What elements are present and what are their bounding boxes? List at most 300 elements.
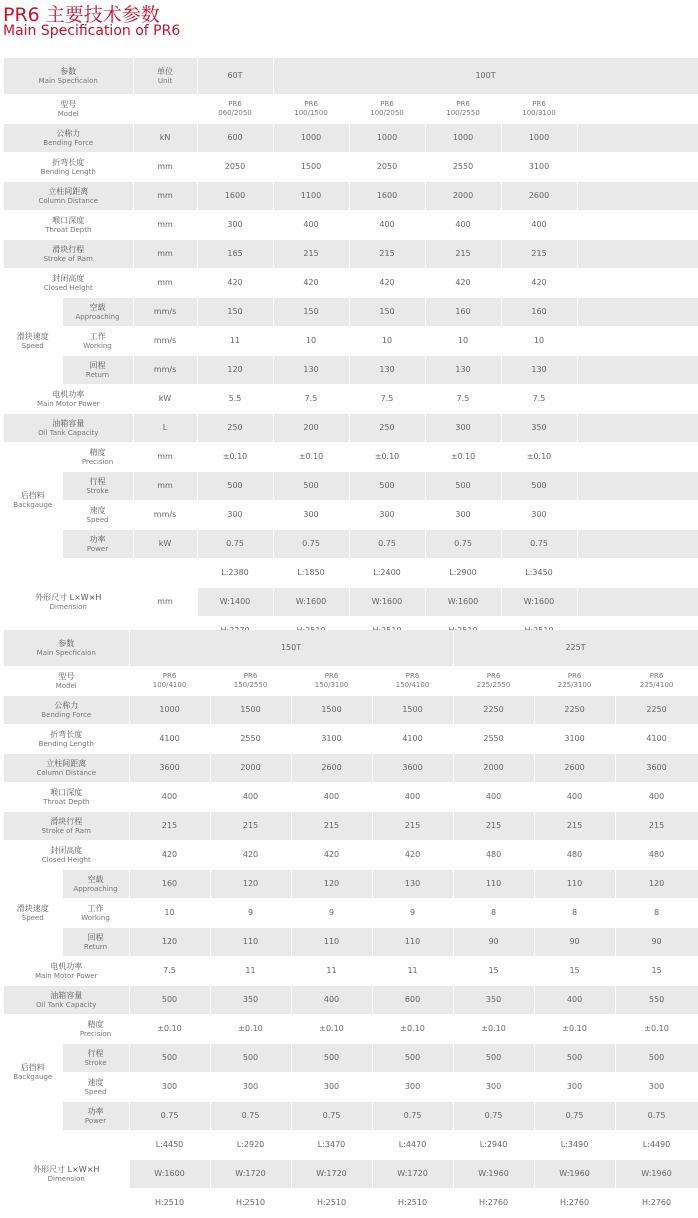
label-cn: PR6 bbox=[162, 672, 177, 680]
value-cell: 2000 bbox=[453, 754, 534, 783]
label-en: Model bbox=[55, 681, 77, 690]
value-cell: 400 bbox=[210, 783, 291, 812]
value-cell: 420 bbox=[273, 269, 349, 298]
value-cell: L:3450 bbox=[501, 559, 577, 588]
value-cell: 0.75 bbox=[210, 1102, 291, 1131]
value-cell: 215 bbox=[210, 812, 291, 841]
label-en: Speed bbox=[84, 1087, 107, 1096]
value-cell: 1100 bbox=[273, 182, 349, 211]
value-cell: 2550 bbox=[425, 153, 501, 182]
value-cell: 2550 bbox=[210, 725, 291, 754]
value-cell: 0.75 bbox=[291, 1102, 372, 1131]
label-cn: 参数 bbox=[60, 66, 77, 76]
group-label-speed bbox=[4, 298, 62, 385]
label-cn: 喉口深度 bbox=[52, 215, 85, 225]
table-row bbox=[4, 385, 698, 414]
row-unit: mm bbox=[133, 472, 197, 501]
value-cell: 2050 bbox=[197, 153, 273, 182]
table-row bbox=[4, 472, 698, 501]
value-cell: 300 bbox=[501, 501, 577, 530]
filler-cell bbox=[577, 240, 698, 269]
label-cn: PR6 bbox=[405, 672, 420, 680]
label-cn: 油箱容量 bbox=[52, 418, 85, 428]
value-cell: 120 bbox=[291, 870, 372, 899]
value-cell: 300 bbox=[425, 501, 501, 530]
value-cell: 1500 bbox=[210, 696, 291, 725]
value-cell: 500 bbox=[210, 1044, 291, 1073]
value-cell: 400 bbox=[129, 783, 210, 812]
label-en: Throat Depth bbox=[45, 225, 92, 234]
model-cell bbox=[291, 667, 372, 696]
table-row bbox=[4, 1044, 698, 1073]
model-cell bbox=[129, 667, 210, 696]
value-cell: 1000 bbox=[273, 124, 349, 153]
label-en: Main Motor Power bbox=[36, 399, 100, 408]
header-param bbox=[4, 58, 133, 95]
row-label bbox=[4, 725, 129, 754]
value-cell: 9 bbox=[372, 899, 453, 928]
label-en: 225/3100 bbox=[557, 681, 592, 689]
value-cell: 3100 bbox=[291, 725, 372, 754]
value-cell: 215 bbox=[129, 812, 210, 841]
label-cn: 封闭高度 bbox=[50, 845, 83, 855]
value-cell: 500 bbox=[501, 472, 577, 501]
filler-cell bbox=[577, 298, 698, 327]
label-en: Power bbox=[86, 544, 109, 553]
value-cell: 400 bbox=[534, 986, 615, 1015]
model-cell bbox=[453, 667, 534, 696]
filler-cell bbox=[577, 414, 698, 443]
row-label bbox=[4, 414, 133, 443]
value-cell: H:2760 bbox=[453, 1189, 534, 1218]
value-cell: L:4490 bbox=[615, 1131, 698, 1160]
row-label bbox=[62, 356, 133, 385]
value-cell: ±0.10 bbox=[534, 1015, 615, 1044]
header-tonnage-group: 100T bbox=[273, 58, 698, 95]
label-cn: 滑块行程 bbox=[50, 816, 83, 826]
value-cell: 2050 bbox=[349, 153, 425, 182]
label-cn: 回程 bbox=[87, 932, 104, 942]
value-cell: 215 bbox=[615, 812, 698, 841]
value-cell: 200 bbox=[273, 414, 349, 443]
filler-cell bbox=[577, 182, 698, 211]
value-cell: 215 bbox=[534, 812, 615, 841]
row-unit: mm/s bbox=[133, 298, 197, 327]
value-cell: 215 bbox=[291, 812, 372, 841]
value-cell: 300 bbox=[453, 1073, 534, 1102]
row-label bbox=[4, 182, 133, 211]
value-cell: 1000 bbox=[129, 696, 210, 725]
value-cell: H:2510 bbox=[291, 1189, 372, 1218]
value-cell: 2000 bbox=[425, 182, 501, 211]
value-cell: 1600 bbox=[197, 182, 273, 211]
label-en: Dimension bbox=[49, 602, 87, 611]
value-cell: 0.75 bbox=[197, 530, 273, 559]
value-cell: 250 bbox=[197, 414, 273, 443]
value-cell: W:1600 bbox=[425, 588, 501, 617]
value-cell: 160 bbox=[129, 870, 210, 899]
value-cell: 500 bbox=[425, 472, 501, 501]
label-en: Closed Height bbox=[41, 855, 91, 864]
table-row bbox=[4, 1131, 698, 1160]
label-cn: 封闭高度 bbox=[52, 273, 85, 283]
value-cell: 130 bbox=[349, 356, 425, 385]
row-unit: kW bbox=[133, 385, 197, 414]
table-row bbox=[4, 182, 698, 211]
value-cell: 8 bbox=[534, 899, 615, 928]
label-cn: PR6 bbox=[304, 100, 318, 108]
row-label bbox=[4, 754, 129, 783]
model-cell bbox=[210, 667, 291, 696]
filler-cell bbox=[577, 559, 698, 588]
value-cell: L:3490 bbox=[534, 1131, 615, 1160]
value-cell: 400 bbox=[273, 211, 349, 240]
value-cell: 215 bbox=[425, 240, 501, 269]
label-en: Stroke bbox=[86, 486, 109, 495]
value-cell: 110 bbox=[372, 928, 453, 957]
label-en: Approaching bbox=[73, 884, 118, 893]
page-title: PR6 主要技术参数 bbox=[3, 4, 160, 26]
value-cell: 1000 bbox=[349, 124, 425, 153]
value-cell: 215 bbox=[273, 240, 349, 269]
value-cell: 500 bbox=[349, 472, 425, 501]
model-cell bbox=[273, 95, 349, 124]
label-cn: 精度 bbox=[89, 447, 106, 457]
value-cell: 10 bbox=[425, 327, 501, 356]
value-cell: 110 bbox=[453, 870, 534, 899]
value-cell: 600 bbox=[372, 986, 453, 1015]
value-cell: 500 bbox=[273, 472, 349, 501]
value-cell: W:1720 bbox=[291, 1160, 372, 1189]
label-cn: 外形尺寸 L×W×H bbox=[35, 592, 102, 602]
value-cell: 300 bbox=[273, 501, 349, 530]
value-cell: 2600 bbox=[291, 754, 372, 783]
label-en: Main Motor Power bbox=[34, 971, 98, 980]
value-cell: 600 bbox=[197, 124, 273, 153]
row-label bbox=[62, 530, 133, 559]
value-cell: 150 bbox=[273, 298, 349, 327]
label-en: Bending Force bbox=[43, 138, 94, 147]
value-cell: ±0.10 bbox=[615, 1015, 698, 1044]
header-tonnage-group: 60T bbox=[197, 58, 273, 95]
value-cell: 120 bbox=[129, 928, 210, 957]
value-cell: 120 bbox=[197, 356, 273, 385]
table-row bbox=[4, 211, 698, 240]
value-cell: 1600 bbox=[349, 182, 425, 211]
label-cn: PR6 bbox=[456, 100, 470, 108]
label-cn: 工作 bbox=[89, 331, 106, 341]
value-cell: 500 bbox=[129, 986, 210, 1015]
value-cell: ±0.10 bbox=[372, 1015, 453, 1044]
table-row bbox=[4, 928, 698, 957]
value-cell: 400 bbox=[501, 211, 577, 240]
table-header-row bbox=[4, 630, 698, 667]
row-unit: mm bbox=[133, 443, 197, 472]
table-row bbox=[4, 124, 698, 153]
value-cell: 420 bbox=[349, 269, 425, 298]
value-cell: 150 bbox=[349, 298, 425, 327]
value-cell: W:1720 bbox=[372, 1160, 453, 1189]
label-cn: 折弯长度 bbox=[50, 729, 83, 739]
label-cn: 外形尺寸 L×W×H bbox=[33, 1164, 100, 1174]
label-en: Main Specficaion bbox=[36, 648, 96, 657]
value-cell: ±0.10 bbox=[349, 443, 425, 472]
value-cell: 4100 bbox=[129, 725, 210, 754]
row-label bbox=[62, 1015, 129, 1044]
label-en: Column Distance bbox=[38, 196, 99, 205]
value-cell: 300 bbox=[615, 1073, 698, 1102]
value-cell: ±0.10 bbox=[501, 443, 577, 472]
label-cn: PR6 bbox=[243, 672, 258, 680]
label-cn: PR6 bbox=[228, 100, 242, 108]
table-row bbox=[4, 559, 698, 588]
value-cell: 7.5 bbox=[129, 957, 210, 986]
value-cell: 110 bbox=[291, 928, 372, 957]
label-en: Main Specficaion bbox=[38, 76, 98, 85]
label-cn: 立柱间距离 bbox=[48, 186, 89, 196]
label-en: Working bbox=[83, 341, 112, 350]
table-row bbox=[4, 356, 698, 385]
value-cell: 8 bbox=[453, 899, 534, 928]
label-cn: 立柱间距离 bbox=[46, 758, 87, 768]
value-cell: L:2900 bbox=[425, 559, 501, 588]
value-cell: 0.75 bbox=[273, 530, 349, 559]
label-en: Precision bbox=[81, 457, 114, 466]
value-cell: 110 bbox=[210, 928, 291, 957]
value-cell: 11 bbox=[197, 327, 273, 356]
row-label bbox=[62, 1044, 129, 1073]
filler-cell bbox=[577, 124, 698, 153]
row-unit: mm/s bbox=[133, 501, 197, 530]
value-cell: 480 bbox=[534, 841, 615, 870]
label-en: Stroke of Ram bbox=[41, 826, 91, 835]
value-cell: 165 bbox=[197, 240, 273, 269]
row-label bbox=[4, 269, 133, 298]
filler-cell bbox=[577, 588, 698, 617]
value-cell: 7.5 bbox=[273, 385, 349, 414]
value-cell: 10 bbox=[501, 327, 577, 356]
label-cn: 空载 bbox=[89, 302, 106, 312]
table-row bbox=[4, 812, 698, 841]
value-cell: 130 bbox=[501, 356, 577, 385]
value-cell: 400 bbox=[425, 211, 501, 240]
value-cell: H:2510 bbox=[372, 1189, 453, 1218]
value-cell: 0.75 bbox=[425, 530, 501, 559]
value-cell: 0.75 bbox=[372, 1102, 453, 1131]
label-cn: 折弯长度 bbox=[52, 157, 85, 167]
value-cell: 350 bbox=[501, 414, 577, 443]
value-cell: 9 bbox=[291, 899, 372, 928]
table-row bbox=[4, 725, 698, 754]
filler-cell bbox=[577, 472, 698, 501]
label-cn: 喉口深度 bbox=[50, 787, 83, 797]
value-cell: 300 bbox=[197, 501, 273, 530]
label-en: Model bbox=[57, 109, 79, 118]
value-cell: W:1400 bbox=[197, 588, 273, 617]
value-cell: 1500 bbox=[372, 696, 453, 725]
label-en: 225/2550 bbox=[476, 681, 511, 689]
value-cell: 1000 bbox=[501, 124, 577, 153]
label-en: Precision bbox=[79, 1029, 112, 1038]
table-row bbox=[4, 327, 698, 356]
value-cell: 15 bbox=[534, 957, 615, 986]
value-cell: L:1850 bbox=[273, 559, 349, 588]
label-en: Backgauge bbox=[13, 501, 53, 509]
value-cell: 11 bbox=[372, 957, 453, 986]
value-cell: 2550 bbox=[453, 725, 534, 754]
row-label bbox=[62, 899, 129, 928]
value-cell: 3600 bbox=[129, 754, 210, 783]
value-cell: W:1600 bbox=[349, 588, 425, 617]
row-label bbox=[4, 841, 129, 870]
table-row bbox=[4, 870, 698, 899]
value-cell: 500 bbox=[453, 1044, 534, 1073]
label-cn: 后挡料 bbox=[20, 1063, 45, 1072]
model-row bbox=[4, 95, 698, 124]
value-cell: 350 bbox=[453, 986, 534, 1015]
label-en: 100/1500 bbox=[294, 109, 328, 117]
row-unit: mm bbox=[133, 559, 197, 646]
label-en: Bending Length bbox=[40, 167, 96, 176]
value-cell: 90 bbox=[534, 928, 615, 957]
model-cell bbox=[372, 667, 453, 696]
value-cell: 15 bbox=[453, 957, 534, 986]
value-cell: 400 bbox=[615, 783, 698, 812]
value-cell: 160 bbox=[425, 298, 501, 327]
row-label bbox=[62, 501, 133, 530]
value-cell: 0.75 bbox=[501, 530, 577, 559]
label-cn: 滑块行程 bbox=[52, 244, 85, 254]
value-cell: 10 bbox=[349, 327, 425, 356]
model-cell bbox=[197, 95, 273, 124]
value-cell: 1000 bbox=[425, 124, 501, 153]
row-label bbox=[4, 211, 133, 240]
value-cell: 2250 bbox=[534, 696, 615, 725]
label-cn: 油箱容量 bbox=[50, 990, 83, 1000]
row-label bbox=[4, 124, 133, 153]
label-cn: PR6 bbox=[324, 672, 339, 680]
value-cell: H:2510 bbox=[129, 1189, 210, 1218]
value-cell: 500 bbox=[615, 1044, 698, 1073]
label-cn: 行程 bbox=[89, 476, 106, 486]
row-unit: mm bbox=[133, 269, 197, 298]
label-en: 150/2550 bbox=[233, 681, 268, 689]
value-cell: 150 bbox=[197, 298, 273, 327]
label-cn: 滑块速度 bbox=[16, 331, 49, 341]
label-en: Throat Depth bbox=[43, 797, 90, 806]
label-en: 225/4100 bbox=[639, 681, 674, 689]
value-cell: 3100 bbox=[501, 153, 577, 182]
label-en: Closed Height bbox=[43, 283, 93, 292]
value-cell: 11 bbox=[210, 957, 291, 986]
label-en: Speed bbox=[86, 515, 109, 524]
label-cn: 公称力 bbox=[56, 128, 81, 138]
value-cell: 2600 bbox=[534, 754, 615, 783]
label-cn: PR6 bbox=[649, 672, 664, 680]
value-cell: 2250 bbox=[615, 696, 698, 725]
label-cn: 回程 bbox=[89, 360, 106, 370]
filler-cell bbox=[577, 530, 698, 559]
row-unit: mm/s bbox=[133, 327, 197, 356]
table-row bbox=[4, 443, 698, 472]
filler-cell bbox=[577, 385, 698, 414]
table-row bbox=[4, 1102, 698, 1131]
row-unit: L bbox=[133, 414, 197, 443]
value-cell: 2600 bbox=[501, 182, 577, 211]
label-cn: 功率 bbox=[87, 1106, 104, 1116]
label-cn: 电机功率 bbox=[52, 389, 85, 399]
label-en: Working bbox=[81, 913, 110, 922]
row-label bbox=[4, 696, 129, 725]
value-cell: ±0.10 bbox=[273, 443, 349, 472]
label-en: 100/3100 bbox=[522, 109, 556, 117]
row-label bbox=[4, 240, 133, 269]
group-label-backgauge bbox=[4, 443, 62, 559]
row-label bbox=[4, 153, 133, 182]
table-row bbox=[4, 414, 698, 443]
value-cell: 550 bbox=[615, 986, 698, 1015]
label-cn: 型号 bbox=[58, 671, 75, 681]
label-en: Bending Force bbox=[41, 710, 92, 719]
value-cell: 0.75 bbox=[453, 1102, 534, 1131]
row-label bbox=[4, 986, 129, 1015]
value-cell: 7.5 bbox=[501, 385, 577, 414]
value-cell: 350 bbox=[210, 986, 291, 1015]
label-en: 100/4100 bbox=[152, 681, 187, 689]
row-label bbox=[4, 957, 129, 986]
value-cell: 500 bbox=[129, 1044, 210, 1073]
label-en: 100/2050 bbox=[370, 109, 404, 117]
row-label bbox=[4, 667, 129, 696]
label-en: 150/3100 bbox=[314, 681, 349, 689]
group-label-speed bbox=[4, 870, 62, 957]
label-cn: 速度 bbox=[89, 505, 106, 515]
value-cell: 3100 bbox=[534, 725, 615, 754]
value-cell: 0.75 bbox=[615, 1102, 698, 1131]
value-cell: 130 bbox=[273, 356, 349, 385]
table-header-row bbox=[4, 58, 698, 95]
table-row bbox=[4, 957, 698, 986]
value-cell: 90 bbox=[453, 928, 534, 957]
value-cell: 4100 bbox=[372, 725, 453, 754]
header-param bbox=[4, 630, 129, 667]
value-cell: 215 bbox=[501, 240, 577, 269]
label-cn: 参数 bbox=[58, 638, 75, 648]
spec-table-1 bbox=[4, 58, 698, 646]
model-cell bbox=[501, 95, 577, 124]
label-cn: PR6 bbox=[486, 672, 501, 680]
table-row bbox=[4, 696, 698, 725]
row-unit bbox=[133, 95, 197, 124]
label-en: Return bbox=[85, 370, 110, 379]
row-label bbox=[62, 327, 133, 356]
label-en: Approaching bbox=[75, 312, 120, 321]
filler-cell bbox=[577, 501, 698, 530]
table-row bbox=[4, 530, 698, 559]
filler-cell bbox=[577, 95, 698, 124]
value-cell: L:2920 bbox=[210, 1131, 291, 1160]
table-row bbox=[4, 754, 698, 783]
table-row bbox=[4, 1073, 698, 1102]
value-cell: 400 bbox=[453, 783, 534, 812]
model-row bbox=[4, 667, 698, 696]
value-cell: 500 bbox=[197, 472, 273, 501]
row-unit: kN bbox=[133, 124, 197, 153]
label-en: Dimension bbox=[47, 1174, 85, 1183]
spec-table-2 bbox=[4, 630, 698, 1218]
value-cell: 10 bbox=[129, 899, 210, 928]
label-cn: 行程 bbox=[87, 1048, 104, 1058]
